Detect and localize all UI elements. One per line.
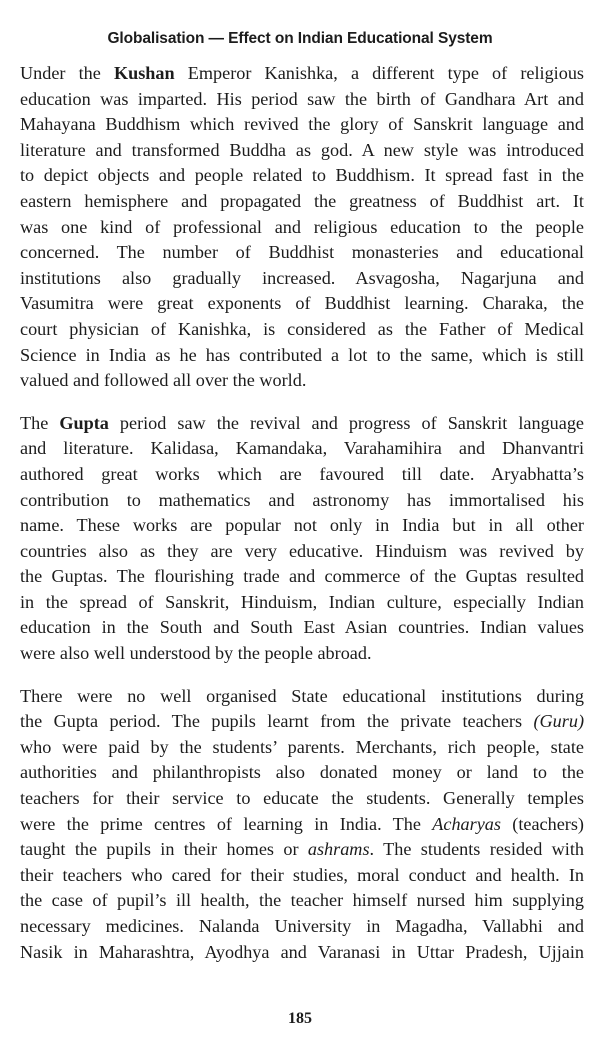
text-run: name. These works are popular not only in India but in all other xyxy=(20,515,584,536)
text-run: court physician of Kanishka, is considered as the Father of Medical xyxy=(20,318,584,339)
text-run: authored great works which are favoured till date. Aryabhatta’s xyxy=(20,463,584,484)
text-run: were the prime centres of learning in India. The xyxy=(20,813,433,834)
page-number: 185 xyxy=(288,1010,312,1027)
text-run: contribution to mathematics and astronomy has immortalised his xyxy=(20,489,584,510)
text-line xyxy=(20,291,584,317)
paragraph xyxy=(20,684,584,966)
text-run: in the spread of Sanskrit, Hinduism, Indian culture, especially Indian xyxy=(20,591,584,612)
text-run: Vasumitra were great exponents of Buddhist learning. Charaka, the xyxy=(20,293,584,314)
text-run: authorities and philanthropists also donated money or land to the xyxy=(20,762,584,783)
text-run: the case of pupil’s ill health, the teacher himself nursed him supplying xyxy=(20,890,584,911)
text-run: concerned. The number of Buddhist monasteries and educational xyxy=(20,242,584,263)
text-line xyxy=(20,709,584,735)
text-run: necessary medicines. Nalanda University in Magadha, Vallabhi and xyxy=(20,916,584,936)
paragraph xyxy=(20,61,584,394)
text-line xyxy=(20,488,584,514)
text-run: eastern hemisphere and propagated the greatness of Buddhist art. It xyxy=(20,190,584,211)
text-line xyxy=(20,266,584,292)
text-line xyxy=(20,684,584,710)
text-line xyxy=(20,564,584,590)
text-line xyxy=(20,87,584,113)
text-line xyxy=(20,641,584,667)
text-line xyxy=(20,837,584,863)
text-line xyxy=(20,513,584,539)
text-line xyxy=(20,863,584,889)
text-run: Nasik in Maharashtra, Ayodhya and Varanasi in Uttar Pradesh, Ujjain xyxy=(20,941,584,962)
text-run: countries also as they are very educative. Hinduism was revived by xyxy=(20,540,584,561)
text-run: taught the pupils in their homes or xyxy=(20,839,308,860)
text-run: Under the xyxy=(20,63,114,83)
text-line xyxy=(20,138,584,164)
bold-term: Gupta xyxy=(59,412,109,433)
text-line xyxy=(20,189,584,215)
text-run: Emperor Kanishka, a different type of religious xyxy=(174,63,584,83)
text-run: who were paid by the students’ parents. Merchants, rich people, state xyxy=(20,736,584,757)
italic-term: Acharyas xyxy=(432,813,501,834)
text-run: Mahayana Buddhism which revived the glory of Sanskrit language and xyxy=(20,114,584,135)
text-line xyxy=(20,411,584,437)
text-run: institutions also gradually increased. Asvagosha, Nagarjuna and xyxy=(20,267,584,288)
text-line xyxy=(20,590,584,616)
text-run: and literature. Kalidasa, Kamandaka, Varahamihira and Dhanvantri xyxy=(20,438,584,459)
text-line xyxy=(20,940,584,966)
text-line xyxy=(20,368,584,394)
running-header: Globalisation — Effect on Indian Educational System xyxy=(107,30,493,47)
text-line xyxy=(20,539,584,565)
text-run: . The students resided with xyxy=(369,839,584,860)
paragraph xyxy=(20,411,584,667)
text-line xyxy=(20,462,584,488)
text-run: to depict objects and people related to Buddhism. It spread fast in the xyxy=(20,165,584,186)
text-run: their teachers who cared for their studies, moral conduct and health. In xyxy=(20,864,584,885)
italic-term: (Guru) xyxy=(533,711,584,732)
text-line xyxy=(20,112,584,138)
text-line xyxy=(20,735,584,761)
text-line xyxy=(20,317,584,343)
text-run: education was imparted. His period saw the birth of Gandhara Art and xyxy=(20,88,584,109)
text-run: Science in India as he has contributed a lot to the same, which is still xyxy=(20,344,584,365)
text-run: There were no well organised State educational institutions during xyxy=(20,685,584,706)
text-run: period saw the revival and progress of Sanskrit language xyxy=(108,412,584,433)
text-line xyxy=(20,615,584,641)
text-run: the Gupta period. The pupils learnt from the private teachers xyxy=(20,711,534,732)
italic-term: ashrams xyxy=(307,839,370,860)
text-line xyxy=(20,215,584,241)
text-run: were also well understood by the people abroad. xyxy=(20,643,372,664)
bold-term: Kushan xyxy=(113,63,175,83)
text-run: teachers for their service to educate the students. Generally temples xyxy=(20,788,584,809)
text-line xyxy=(20,786,584,812)
text-line xyxy=(20,61,584,87)
text-line xyxy=(20,163,584,189)
text-run: The xyxy=(20,412,60,433)
text-line xyxy=(20,343,584,369)
text-run: (teachers) xyxy=(500,813,584,834)
text-line xyxy=(20,240,584,266)
page-body xyxy=(20,61,584,965)
text-run: the Guptas. The flourishing trade and commerce of the Guptas resulted xyxy=(20,566,584,587)
text-run: education in the South and South East Asian countries. Indian values xyxy=(20,617,584,638)
text-line xyxy=(20,914,584,940)
text-line xyxy=(20,812,584,838)
text-run: literature and transformed Buddha as god. A new style was introduced xyxy=(20,139,584,160)
text-run: valued and followed all over the world. xyxy=(20,370,307,391)
text-run: was one kind of professional and religious education to the people xyxy=(20,216,584,237)
text-line xyxy=(20,436,584,462)
text-line xyxy=(20,888,584,914)
text-line xyxy=(20,760,584,786)
